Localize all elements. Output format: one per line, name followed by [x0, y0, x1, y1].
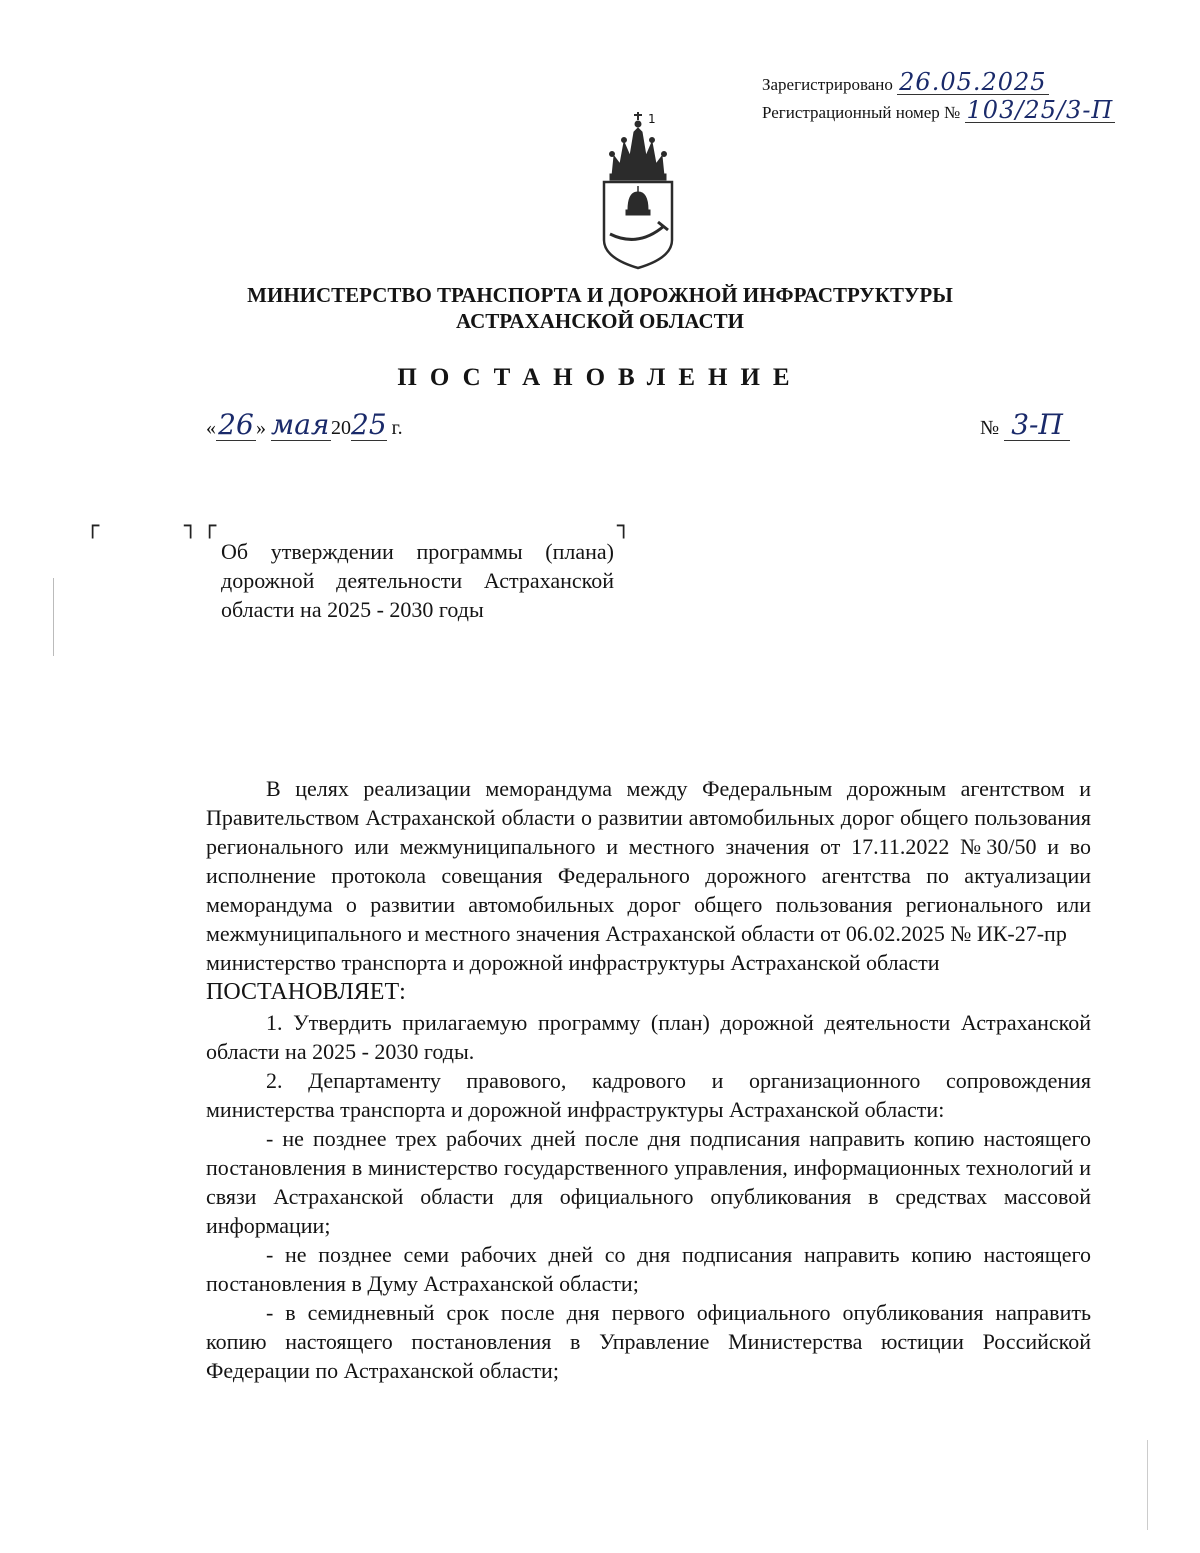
page-number: 1	[648, 112, 656, 126]
preamble-paragraph: В целях реализации меморандума между Федеральным дорожным агентством и Правительством Астраханской области о развитии автомобильных дорог общего пользования регионального или межмуниципального и местного значения от 17.11.2022 №30/50 и во исполнение протокола совещания Федерального дорожного агентства по актуализации меморандума о развитии автомобильных дорог общего пользования регионального или межмуниципального и местного значения Астраханской области от 06.02.2025 № ИК-27-пр	[206, 776, 1091, 946]
number-value: 3-П	[1004, 410, 1070, 441]
ministry-name	[0, 282, 1200, 334]
registration-number-label: Регистрационный номер №	[762, 103, 961, 122]
item-2-1: - не позднее трех рабочих дней после дня подписания направить копию настоящего постановления в министерство государственного управления, информационных технологий и связи Астраханской области для официального опубликования в средствах массовой информации;	[206, 1126, 1091, 1238]
registration-number-value: 103/25/3-П	[966, 96, 1114, 124]
scan-margin-line	[53, 578, 54, 656]
coat-of-arms-icon	[598, 108, 678, 272]
ministry-line-2: АСТРАХАНСКОЙ ОБЛАСТИ	[455, 309, 745, 333]
number-label: №	[980, 417, 1000, 439]
date-close-quote: »	[256, 417, 266, 439]
document-body	[206, 774, 1091, 1385]
registered-date: 26.05.2025	[899, 68, 1047, 96]
document-date	[206, 410, 403, 441]
date-year-unit: г.	[391, 417, 403, 439]
registration-stamp	[762, 70, 1115, 126]
item-2-2: - не позднее семи рабочих дней со дня подписания направить копию настоящего постановления в Думу Астраханской области;	[206, 1242, 1091, 1296]
document-type: ПОСТАНОВЛЕНИЕ	[397, 364, 803, 391]
corner-mark-subject-right: ┐	[617, 514, 631, 539]
date-open-quote: «	[206, 417, 216, 439]
item-2: 2. Департаменту правового, кадрового и организационного сопровождения министерства транспорта и дорожной инфраструктуры Астраханской области:	[206, 1068, 1091, 1122]
corner-mark-subject-left: ┌	[203, 514, 217, 539]
corner-mark-left: ┌	[86, 514, 100, 539]
decree-word: ПОСТАНОВЛЯЕТ:	[206, 979, 406, 1005]
item-1: 1. Утвердить прилагаемую программу (план) дорожной деятельности Астраханской области на 2025 - 2030 годы.	[206, 1010, 1091, 1064]
date-month: мая	[271, 408, 330, 441]
date-day: 26	[216, 410, 256, 441]
subject-line: министерство транспорта и дорожной инфраструктуры Астраханской области	[206, 950, 940, 975]
ministry-line-1: МИНИСТЕРСТВО ТРАНСПОРТА И ДОРОЖНОЙ ИНФРАСТРУКТУРЫ	[247, 283, 953, 307]
item-2-3: - в семидневный срок после дня первого официального опубликования направить копию настоящего постановления в Управление Министерства юстиции Российской Федерации по Астраханской области;	[206, 1300, 1091, 1383]
registered-label: Зарегистрировано	[762, 75, 893, 94]
document-subject: Об утверждении программы (плана) дорожной деятельности Астраханской области на 2025 - 2030 годы	[221, 539, 614, 622]
date-year-suffix: 25	[351, 408, 387, 441]
date-year-prefix: 20	[331, 417, 351, 439]
corner-mark-mid-right: ┐	[184, 514, 198, 539]
document-number	[980, 410, 1070, 441]
scan-margin-line-right	[1147, 1440, 1148, 1530]
